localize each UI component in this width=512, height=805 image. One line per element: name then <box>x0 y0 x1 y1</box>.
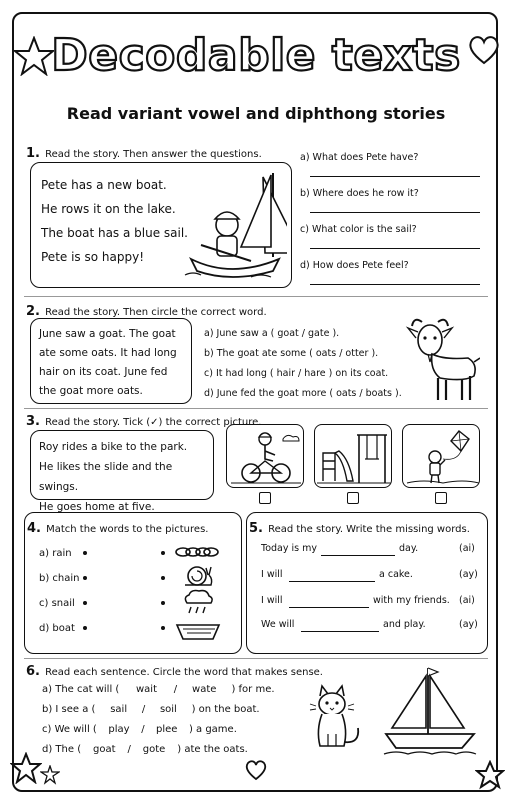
sound-hint: (ai) <box>459 543 475 554</box>
star-icon <box>40 765 60 785</box>
answer-line[interactable] <box>310 284 480 285</box>
picture-option[interactable] <box>402 424 480 488</box>
sailboat-illustration <box>382 664 478 756</box>
word-choice[interactable]: wate <box>192 684 217 695</box>
question-text: a) What does Pete have? <box>300 152 419 163</box>
match-word[interactable]: d) boat <box>39 623 75 634</box>
story-box <box>30 430 214 513</box>
question-text: b) Where does he row it? <box>300 188 419 199</box>
sentence-start: a) The cat will ( <box>42 684 120 695</box>
option-list <box>204 324 402 404</box>
tick-checkbox[interactable] <box>347 492 359 504</box>
tick-checkbox[interactable] <box>435 492 447 504</box>
story-line: June saw a goat. The goat <box>39 328 176 340</box>
page-title: Decodable texts <box>51 30 461 81</box>
story-box <box>30 318 192 404</box>
section-divider <box>24 658 488 659</box>
word-choice[interactable]: wait <box>135 684 157 695</box>
playground-illustration <box>315 425 392 488</box>
option-item[interactable]: a) June saw a ( goat / gate ). <box>204 328 340 339</box>
sentence-end: ) for me. <box>231 684 275 695</box>
story-line: hair on its coat. June fed <box>39 366 168 378</box>
match-dot[interactable] <box>161 626 165 630</box>
match-dot[interactable] <box>83 601 87 605</box>
story-box <box>30 162 292 288</box>
picture-option[interactable] <box>226 424 304 488</box>
sentence-start: b) I see a ( <box>42 704 96 715</box>
option-item[interactable]: c) It had long ( hair / hare ) on its coat. <box>204 368 389 379</box>
sentence-end: a cake. <box>379 569 413 580</box>
match-word[interactable]: a) rain <box>39 548 72 559</box>
boy-with-kite-illustration <box>403 425 480 488</box>
story-line: ate some oats. It had long <box>39 347 177 359</box>
section-instruction: Read the story. Then circle the correct word. <box>45 307 267 318</box>
story-line: Pete is so happy! <box>41 250 145 264</box>
section-number: 6. <box>26 664 40 679</box>
word-separator: / <box>141 704 146 715</box>
word-separator: / <box>141 724 145 735</box>
sentence-start: We will <box>261 619 295 630</box>
sentence-list <box>42 680 275 760</box>
boy-in-sailboat-illustration <box>181 167 287 283</box>
sentence-end: ) ate the oats. <box>177 744 248 755</box>
section-number: 3. <box>26 414 40 429</box>
match-dot[interactable] <box>83 551 87 555</box>
word-separator: / <box>173 684 178 695</box>
sentence-start: d) The ( <box>42 744 82 755</box>
sound-hint: (ay) <box>459 569 478 580</box>
goat-illustration <box>404 314 480 406</box>
question-text: c) What color is the sail? <box>300 224 417 235</box>
fill-in-box <box>246 512 488 654</box>
boy-on-bike-illustration <box>227 425 304 488</box>
blank-line[interactable] <box>289 581 375 582</box>
sound-hint: (ay) <box>459 619 478 630</box>
section-instruction: Read each sentence. Circle the word that makes sense. <box>45 667 323 678</box>
word-choice[interactable]: soil <box>159 704 177 715</box>
boat-icon <box>175 619 221 641</box>
blank-line[interactable] <box>289 607 369 608</box>
match-dot[interactable] <box>161 576 165 580</box>
word-choice[interactable]: sail <box>110 704 128 715</box>
sentence-row <box>42 700 275 720</box>
blank-line[interactable] <box>301 631 379 632</box>
sentence-start: Today is my <box>261 543 317 554</box>
story-line: The boat has a blue sail. <box>41 226 188 240</box>
rain-cloud-icon <box>181 589 215 617</box>
match-dot[interactable] <box>83 576 87 580</box>
blank-line[interactable] <box>321 555 395 556</box>
section-number: 5. <box>249 521 263 536</box>
chain-icon <box>175 543 219 561</box>
word-separator: / <box>127 744 131 755</box>
section-1-header <box>26 142 262 161</box>
story-text <box>39 437 213 517</box>
section-instruction: Read the story. Tick (✓) the correct picture. <box>45 417 262 428</box>
star-icon <box>475 760 505 790</box>
sentence-end: ) on the boat. <box>191 704 260 715</box>
sentence-end: with my friends. <box>373 595 450 606</box>
tick-checkbox[interactable] <box>259 492 271 504</box>
story-line: He rows it on the lake. <box>41 202 176 216</box>
match-word[interactable]: c) snail <box>39 598 75 609</box>
sentence-end: and play. <box>383 619 426 630</box>
star-icon <box>10 752 42 784</box>
section-instruction: Match the words to the pictures. <box>46 524 209 535</box>
match-dot[interactable] <box>161 551 165 555</box>
section-divider <box>24 296 488 297</box>
section-3-header <box>26 410 261 429</box>
section-divider <box>24 408 488 409</box>
sentence-end: day. <box>399 543 419 554</box>
section-4-header <box>27 517 208 536</box>
sound-hint: (ai) <box>459 595 475 606</box>
match-dot[interactable] <box>161 601 165 605</box>
section-2-header <box>26 300 267 319</box>
word-choice[interactable]: plee <box>156 724 178 735</box>
option-item[interactable]: d) June fed the goat more ( oats / boats ). <box>204 388 402 399</box>
picture-option[interactable] <box>314 424 392 488</box>
story-line: the goat more oats. <box>39 385 143 397</box>
sentence-row <box>42 720 275 740</box>
section-number: 1. <box>26 146 40 161</box>
story-text <box>39 325 177 401</box>
option-item[interactable]: b) The goat ate some ( oats / otter ). <box>204 348 379 359</box>
section-instruction: Read the story. Then answer the questions. <box>45 149 262 160</box>
story-line: Pete has a new boat. <box>41 178 167 192</box>
matching-box <box>24 512 242 654</box>
match-dot[interactable] <box>83 626 87 630</box>
match-word[interactable]: b) chain <box>39 573 80 584</box>
section-5-header <box>249 517 470 536</box>
cat-illustration <box>306 684 364 750</box>
story-line: He likes the slide and the swings. <box>39 461 173 493</box>
story-text <box>41 173 188 269</box>
section-instruction: Read the story. Write the missing words. <box>268 524 470 535</box>
answer-line[interactable] <box>310 248 480 249</box>
story-line: He goes home at five. <box>39 501 155 513</box>
sentence-start: I will <box>261 569 283 580</box>
story-line: Roy rides a bike to the park. <box>39 441 188 453</box>
section-number: 2. <box>26 304 40 319</box>
word-choice[interactable]: play <box>108 724 130 735</box>
sentence-end: ) a game. <box>188 724 237 735</box>
answer-line[interactable] <box>310 212 480 213</box>
section-number: 4. <box>27 521 41 536</box>
question-text: d) How does Pete feel? <box>300 260 409 271</box>
word-choice[interactable]: gote <box>142 744 166 755</box>
heart-icon <box>243 758 269 782</box>
sentence-row <box>42 740 275 760</box>
snail-icon <box>181 563 215 589</box>
word-list <box>39 541 80 641</box>
sentence-row <box>42 680 275 700</box>
page-subtitle: Read variant vowel and diphthong stories <box>66 104 446 123</box>
answer-line[interactable] <box>310 176 480 177</box>
word-choice[interactable]: goat <box>93 744 116 755</box>
sentence-start: c) We will ( <box>42 724 97 735</box>
section-6-header <box>26 660 323 679</box>
sentence-start: I will <box>261 595 283 606</box>
